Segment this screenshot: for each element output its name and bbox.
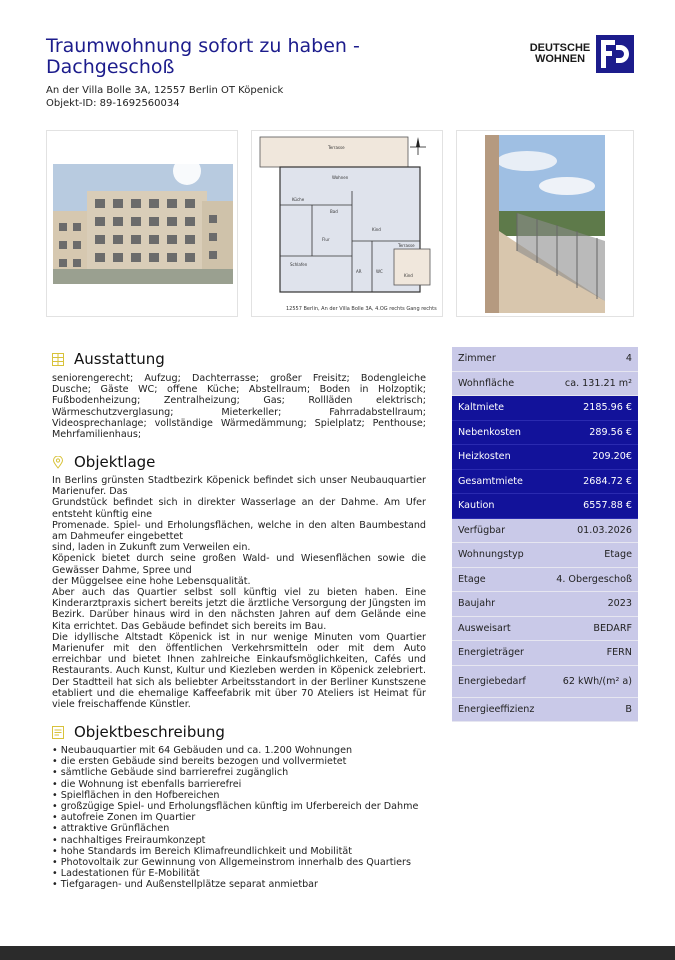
objektlage-line: Die idyllische Altstadt Köpenick ist in nur wenige Minuten vom Quartier Marienufer mit den öffentlichen Verkehrsmitteln oder mit dem Auto erreichbar und bietet Ihnen zahlreiche Einkaufsmöglichkeiten, Cafés und Restaurants. Auch Kunst, Kultur und Kiezleben werden in Köpenick zelebriert. Der Stadtteil hat sich als beliebter Arbeitsstandort in der Berliner Kunstszene etabliert und die ehemalige Kaffeefabrik mit über 70 Ateliers ist Heimat für viele freischaffende Künstler. xyxy=(52,631,426,711)
fp-label-terrace-right: Terrasse xyxy=(398,243,415,248)
terrace-photo[interactable] xyxy=(456,130,634,317)
page-title: Traumwohnung sofort zu haben - Dachgeschoß xyxy=(46,35,360,78)
fp-label-flur: Flur xyxy=(322,237,330,242)
fact-row-kaution xyxy=(452,494,638,519)
objektlage-line: Aber auch das Quartier selbst soll künftig viel zu bieten haben. Eine Kinderarztpraxis sichert bereits jetzt die ärztliche Versorgung der Jüngsten im Bezirk. Darüber hinaus wird in den nächsten Jahren auf dem Gelände eine Kita errichtet. Das Gebäude befindet sich bereits im Bau. xyxy=(52,587,426,632)
fact-value: 01.03.2026 xyxy=(577,524,632,536)
fact-value: FERN xyxy=(606,647,632,659)
fact-label: Ausweisart xyxy=(458,622,511,634)
terrace-photo-image xyxy=(457,131,633,316)
fact-row-energieeffizienz xyxy=(452,698,638,723)
objektlage-line: Köpenick bietet durch seine großen Wald- und Wiesenflächen sowie die Gewässer Dahme, Spree und xyxy=(52,553,426,576)
ausstattung-header xyxy=(52,350,165,368)
objektlage-title: Objektlage xyxy=(74,453,156,471)
list-item: • attraktive Grünflächen xyxy=(52,823,432,834)
fp-label-kind1: Kind xyxy=(372,227,381,232)
fact-value: 2023 xyxy=(607,598,632,610)
fact-label: Zimmer xyxy=(458,353,496,365)
floorplan-drawing xyxy=(252,131,442,316)
fp-label-ar: AR xyxy=(356,269,362,274)
fact-label: Gesamtmiete xyxy=(458,475,523,487)
objektlage-line: sind, laden in Zukunft zum Verweilen ein. xyxy=(52,542,251,554)
fact-value: Etage xyxy=(604,549,632,561)
fact-label: Wohnfläche xyxy=(458,377,515,389)
fact-label: Wohnungstyp xyxy=(458,549,524,561)
list-item: • die ersten Gebäude sind bereits bezogen und vollvermietet xyxy=(52,756,432,767)
fp-label-bad: Bad xyxy=(330,209,338,214)
fact-row-nebenkosten xyxy=(452,421,638,446)
logo-text xyxy=(528,43,592,65)
logo-line1: DEUTSCHE xyxy=(529,42,591,54)
fact-label: Baujahr xyxy=(458,598,496,610)
objektbeschreibung-list xyxy=(52,745,432,891)
fact-label: Energiebedarf xyxy=(458,675,526,687)
list-item: • Ladestationen für E-Mobilität xyxy=(52,868,432,879)
fact-value: BEDARF xyxy=(593,622,632,634)
logo-mark-icon xyxy=(596,35,634,73)
facts-table xyxy=(452,347,638,722)
fact-label: Kaltmiete xyxy=(458,402,505,414)
building-photo[interactable] xyxy=(46,130,238,317)
fact-value: 2185.96 € xyxy=(583,402,632,414)
deutsche-wohnen-logo xyxy=(526,35,636,75)
list-item: • Photovoltaik zur Gewinnung von Allgemeinstrom innerhalb des Quartiers xyxy=(52,857,432,868)
fact-row-gesamtmiete xyxy=(452,470,638,495)
fact-label: Kaution xyxy=(458,500,495,512)
list-item: • Neubauquartier mit 64 Gebäuden und ca. 1.200 Wohnungen xyxy=(52,745,432,756)
list-item: • großzügige Spiel- und Erholungsflächen künftig im Uferbereich der Dahme xyxy=(52,801,432,812)
fp-label-terrace-top: Terrasse xyxy=(328,145,345,150)
fact-value: B xyxy=(625,703,632,715)
objektbeschreibung-header xyxy=(52,723,225,741)
fact-value: ca. 131.21 m² xyxy=(564,377,632,389)
fact-value: 4 xyxy=(625,353,632,365)
fact-label: Heizkosten xyxy=(458,451,511,463)
building-photo-image xyxy=(47,131,237,316)
objektlage-header xyxy=(52,453,155,471)
logo-line2: WOHNEN xyxy=(534,53,586,65)
fact-row-baujahr xyxy=(452,592,638,617)
fact-row-energietraeger xyxy=(452,641,638,666)
list-item: • autofreie Zonen im Quartier xyxy=(52,812,432,823)
fact-row-wohnflaeche xyxy=(452,372,638,397)
fp-label-kind2: Kind xyxy=(404,273,413,278)
fact-row-zimmer xyxy=(452,347,638,372)
fp-label-schlafen: Schlafen xyxy=(290,262,308,267)
location-pin-icon xyxy=(52,456,64,469)
fact-row-ausweisart xyxy=(452,617,638,642)
fact-row-kaltmiete xyxy=(452,396,638,421)
fact-row-wohnungstyp xyxy=(452,543,638,568)
ausstattung-text: seniorengerecht; Aufzug; Dachterrasse; großer Freisitz; Bodengleiche Dusche; Gäste WC; offene Küche; Abstellraum; Boden in Holzoptik; Fußbodenheizung; Zentralheizung; Gas; Rollläden elektrisch; Wärmeschutzverglasung; Mieterkeller; Fahrradabstellraum; Videosprechanlage; vollständige Wärmedämmung; Spielplatz; Penthouse; Mehrfamilienhaus; xyxy=(52,373,426,441)
fact-label: Etage xyxy=(458,573,486,585)
floorplan-caption: 12557 Berlin, An der Villa Bolle 3A, 4.OG rechts Gang rechts xyxy=(286,306,437,312)
fact-label: Nebenkosten xyxy=(458,426,521,438)
list-item: • hohe Standards im Bereich Klimafreundlichkeit und Mobilität xyxy=(52,846,432,857)
list-item: • Spielflächen in den Hofbereichen xyxy=(52,790,432,801)
objektlage-line: In Berlins grünsten Stadtbezirk Köpenick befindet sich unser Neubauquartier Marienufer. Das xyxy=(52,475,426,498)
fact-value: 6557.88 € xyxy=(583,500,632,512)
fact-label: Energieträger xyxy=(458,647,524,659)
ausstattung-title: Ausstattung xyxy=(74,350,165,368)
objektlage-line: Grundstück befindet sich in direkter Wasserlage an der Dahme. Am Ufer entsteht künftig eine xyxy=(52,497,426,520)
fact-row-energiebedarf xyxy=(452,666,638,698)
fp-label-wc: WC xyxy=(376,269,383,274)
footer-bar xyxy=(0,946,675,960)
address: An der Villa Bolle 3A, 12557 Berlin OT Köpenick xyxy=(46,85,284,96)
fact-value: 209.20€ xyxy=(592,451,632,463)
fp-label-wohnen: Wohnen xyxy=(332,175,349,180)
objektlage-line: der Müggelsee eine hohe Lebensqualität. xyxy=(52,575,251,587)
fact-label: Verfügbar xyxy=(458,524,506,536)
objektbeschreibung-title: Objektbeschreibung xyxy=(74,723,225,741)
fact-value: 2684.72 € xyxy=(583,475,632,487)
fact-row-verfuegbar xyxy=(452,519,638,544)
fact-label: Energieeffizienz xyxy=(458,703,535,715)
list-item: • Tiefgaragen- und Außenstellplätze separat anmietbar xyxy=(52,879,432,890)
fp-label-kueche: Küche xyxy=(292,197,305,202)
fact-row-heizkosten xyxy=(452,445,638,470)
fact-row-etage xyxy=(452,568,638,593)
list-item: • die Wohnung ist ebenfalls barrierefrei xyxy=(52,779,432,790)
document-icon xyxy=(52,726,64,739)
fact-value: 62 kWh/(m² a) xyxy=(562,675,632,687)
fact-value: 4. Obergeschoß xyxy=(556,573,632,585)
list-item: • sämtliche Gebäude sind barrierefrei zugänglich xyxy=(52,767,432,778)
grid-icon xyxy=(52,353,64,366)
address-block xyxy=(46,84,283,110)
list-item: • nachhaltiges Freiraumkonzept xyxy=(52,835,432,846)
objektlage-line: Promenade. Spiel- und Erholungsflächen, welche in den alten Baumbestand am Dahmeufer eingebettet xyxy=(52,519,426,543)
object-id: Objekt-ID: 89-1692560034 xyxy=(46,98,180,109)
objektlage-text xyxy=(52,475,426,710)
floorplan-image[interactable] xyxy=(251,130,443,317)
fact-value: 289.56 € xyxy=(589,426,632,438)
